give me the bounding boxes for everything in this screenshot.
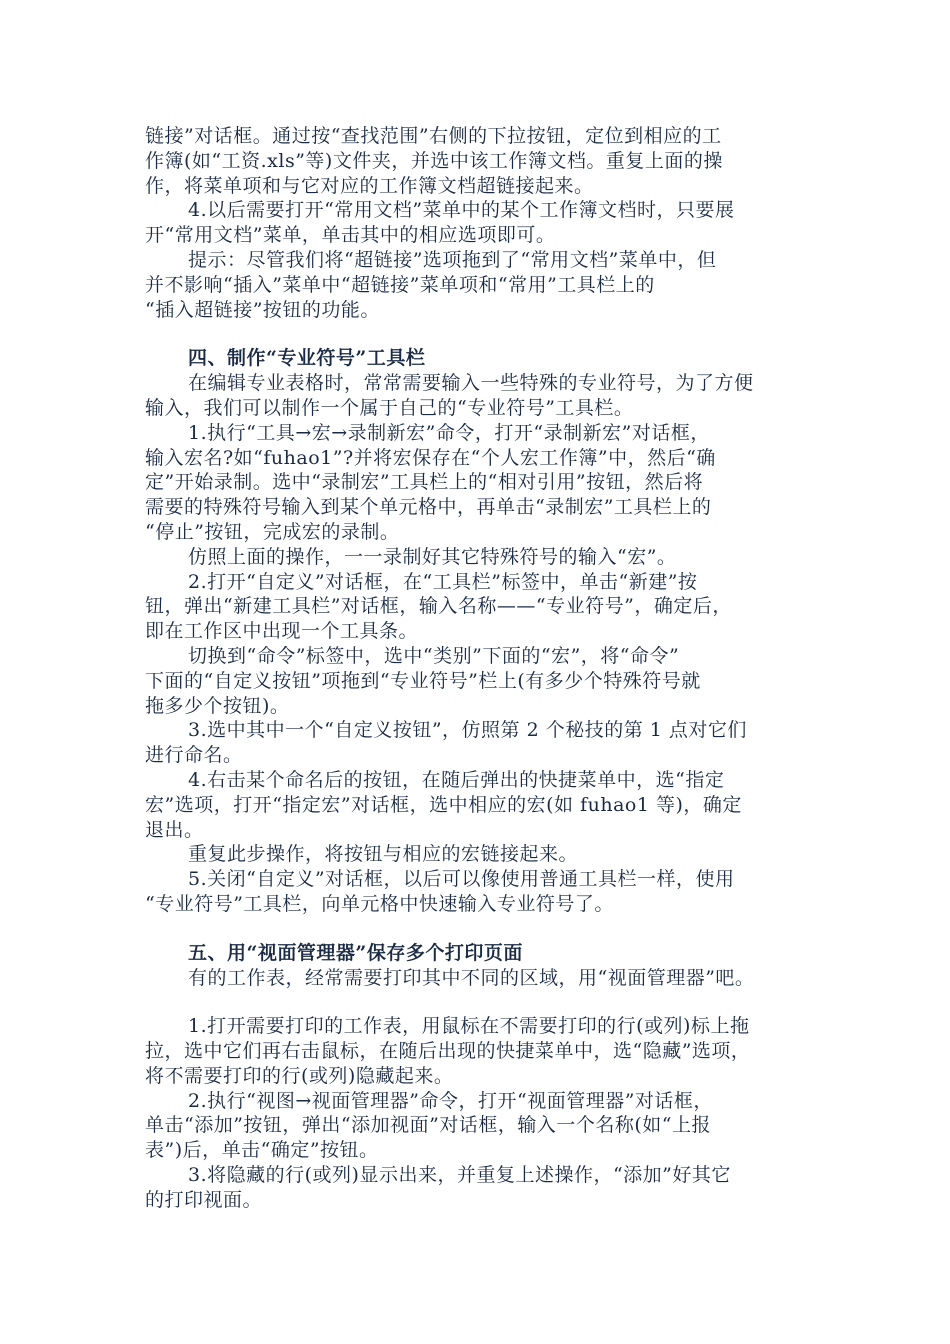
text-line: 3.选中其中一个“自定义按钮”，仿照第 2 个秘技的第 1 点对它们: [188, 719, 747, 742]
text-line: 进行命名。: [145, 744, 243, 767]
text-line: 1.打开需要打印的工作表，用鼠标在不需要打印的行(或列)标上拖: [188, 1015, 750, 1038]
text-line: 提示：尽管我们将“超链接”选项拖到了“常用文档”菜单中，但: [188, 248, 717, 271]
text-line: 在编辑专业表格时，常常需要输入一些特殊的专业符号，为了方便: [188, 372, 754, 395]
text-line: 5.关闭“自定义”对话框，以后可以像使用普通工具栏一样，使用: [188, 868, 735, 891]
text-line: 即在工作区中出现一个工具条。: [145, 620, 419, 643]
text-line: 1.执行“工具→宏→录制新宏”命令，打开“录制新宏”对话框，: [188, 421, 710, 444]
text-line: 退出。: [145, 818, 204, 841]
text-line: 宏”选项，打开“指定宏”对话框，选中相应的宏(如 fuhao1 等)，确定: [145, 793, 742, 816]
text-line: 钮，弹出“新建工具栏”对话框，输入名称——“专业符号”，确定后，: [145, 595, 732, 618]
text-line: 表”)后，单击“确定”按钮。: [145, 1139, 379, 1162]
text-line: 重复此步操作，将按钮与相应的宏链接起来。: [188, 843, 579, 866]
text-line: 的打印视面。: [145, 1188, 263, 1211]
blank-line: [145, 322, 813, 346]
document-page: [145, 124, 813, 1213]
text-line: 将不需要打印的行(或列)隐藏起来。: [145, 1064, 454, 1087]
text-line: 2.打开“自定义”对话框，在“工具栏”标签中，单击“新建”按: [188, 570, 698, 593]
text-line: 拉，选中它们再右击鼠标，在随后出现的快捷菜单中，选“隐藏”选项，: [145, 1040, 751, 1063]
text-line: 仿照上面的操作，一一录制好其它特殊符号的输入“宏”。: [188, 545, 677, 568]
text-line: 2.执行“视图→视面管理器”命令，打开“视面管理器”对话框，: [188, 1089, 713, 1112]
text-line: 有的工作表，经常需要打印其中不同的区域，用“视面管理器”吧。: [188, 966, 755, 989]
text-line: 3.将隐藏的行(或列)显示出来，并重复上述操作，“添加”好其它: [188, 1164, 731, 1187]
text-line: “插入超链接”按钮的功能。: [145, 298, 380, 321]
section-heading: 四、制作“专业符号”工具栏: [188, 347, 426, 370]
text-line: 单击“添加”按钮，弹出“添加视面”对话框，输入一个名称(如“上报: [145, 1114, 711, 1137]
text-line: 开“常用文档”菜单，单击其中的相应选项即可。: [145, 224, 556, 247]
text-line: “专业符号”工具栏，向单元格中快速输入专业符号了。: [145, 892, 614, 915]
text-line: 链接”对话框。通过按“查找范围”右侧的下拉按钮，定位到相应的工: [145, 125, 722, 147]
text-line: “停止”按钮，完成宏的录制。: [145, 520, 400, 543]
text-line: 4.以后需要打开“常用文档”菜单中的某个工作簿文档时，只要展: [188, 199, 735, 222]
section-heading: 五、用“视面管理器”保存多个打印页面: [188, 941, 523, 964]
blank-line: [145, 917, 813, 941]
blank-line: [145, 990, 813, 1014]
text-line: 需要的特殊符号输入到某个单元格中，再单击“录制宏”工具栏上的: [145, 496, 712, 519]
text-line: 定”开始录制。选中“录制宏”工具栏上的“相对引用”按钮，然后将: [145, 471, 704, 494]
text-line: 4.右击某个命名后的按钮，在随后弹出的快捷菜单中，选“指定: [188, 768, 725, 791]
text-line: 作簿(如“工资.xls”等)文件夹，并选中该工作簿文档。重复上面的操: [145, 149, 723, 172]
text-line: 并不影响“插入”菜单中“超链接”菜单项和“常用”工具栏上的: [145, 273, 655, 296]
text-line: 切换到“命令”标签中，选中“类别”下面的“宏”，将“命令”: [188, 644, 680, 667]
text-line: 输入宏名?如“fuhao1”?并将宏保存在“个人宏工作簿”中，然后“确: [145, 446, 716, 469]
text-line: 下面的“自定义按钮”项拖到“专业符号”栏上(有多少个特殊符号就: [145, 669, 701, 692]
text-line: 拖多少个按钮)。: [145, 694, 290, 717]
text-line: 作，将菜单项和与它对应的工作簿文档超链接起来。: [145, 174, 594, 197]
text-line: 输入，我们可以制作一个属于自己的“专业符号”工具栏。: [145, 396, 634, 419]
